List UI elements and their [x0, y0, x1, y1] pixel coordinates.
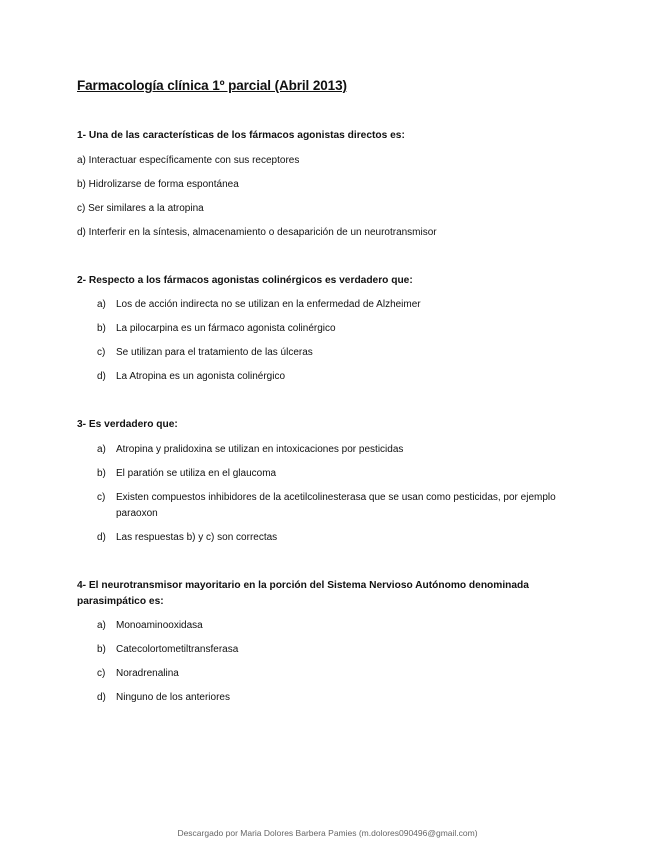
question-1-option-a: a) Interactuar específicamente con sus receptores [77, 155, 300, 166]
option-text: Las respuestas b) y c) son correctas [116, 532, 278, 543]
option-letter: c) [97, 492, 106, 503]
option-text: La Atropina es un agonista colinérgico [116, 371, 286, 382]
option-text: Noradrenalina [116, 668, 179, 679]
question-1-option-b: b) Hidrolizarse de forma espontánea [77, 179, 239, 190]
option-letter: d) [97, 532, 106, 543]
download-footer: Descargado por Maria Dolores Barbera Pamies (m.dolores090496@gmail.com) [177, 828, 478, 838]
option-letter: d) [97, 371, 106, 382]
option-text: Existen compuestos inhibidores de la acetilcolinesterasa que se usan como pesticidas, por ejemplo paraoxon [116, 492, 556, 519]
option-letter: b) [97, 644, 106, 655]
option-letter: a) [97, 620, 106, 631]
option-text: Catecolortometiltransferasa [116, 644, 239, 655]
option-text: Monoaminooxidasa [116, 620, 203, 631]
question-1-option-d: d) Interferir en la síntesis, almacenamiento o desaparición de un neurotransmisor [77, 227, 437, 238]
question-1-option-c: c) Ser similares a la atropina [77, 203, 204, 214]
option-text: Los de acción indirecta no se utilizan en la enfermedad de Alzheimer [116, 299, 421, 310]
question-3-heading: 3- Es verdadero que: [77, 419, 178, 430]
option-letter: a) [97, 299, 106, 310]
question-4-heading: 4- El neurotransmisor mayoritario en la porción del Sistema Nervioso Autónomo denominada parasimpático es: [77, 580, 529, 607]
option-text: Ninguno de los anteriores [116, 692, 230, 703]
option-letter: c) [97, 347, 106, 358]
option-letter: b) [97, 468, 106, 479]
question-1-heading: 1- Una de las características de los fármacos agonistas directos es: [77, 130, 405, 141]
option-text: Se utilizan para el tratamiento de las úlceras [116, 347, 313, 358]
option-letter: b) [97, 323, 106, 334]
option-text: Atropina y pralidoxina se utilizan en intoxicaciones por pesticidas [116, 444, 404, 455]
option-letter: c) [97, 668, 106, 679]
question-2-heading: 2- Respecto a los fármacos agonistas colinérgicos es verdadero que: [77, 275, 413, 286]
option-letter: d) [97, 692, 106, 703]
option-text: La pilocarpina es un fármaco agonista colinérgico [116, 323, 336, 334]
document-title: Farmacología clínica 1º parcial (Abril 2013) [77, 78, 347, 93]
option-letter: a) [97, 444, 106, 455]
option-text: El paratión se utiliza en el glaucoma [116, 468, 277, 479]
